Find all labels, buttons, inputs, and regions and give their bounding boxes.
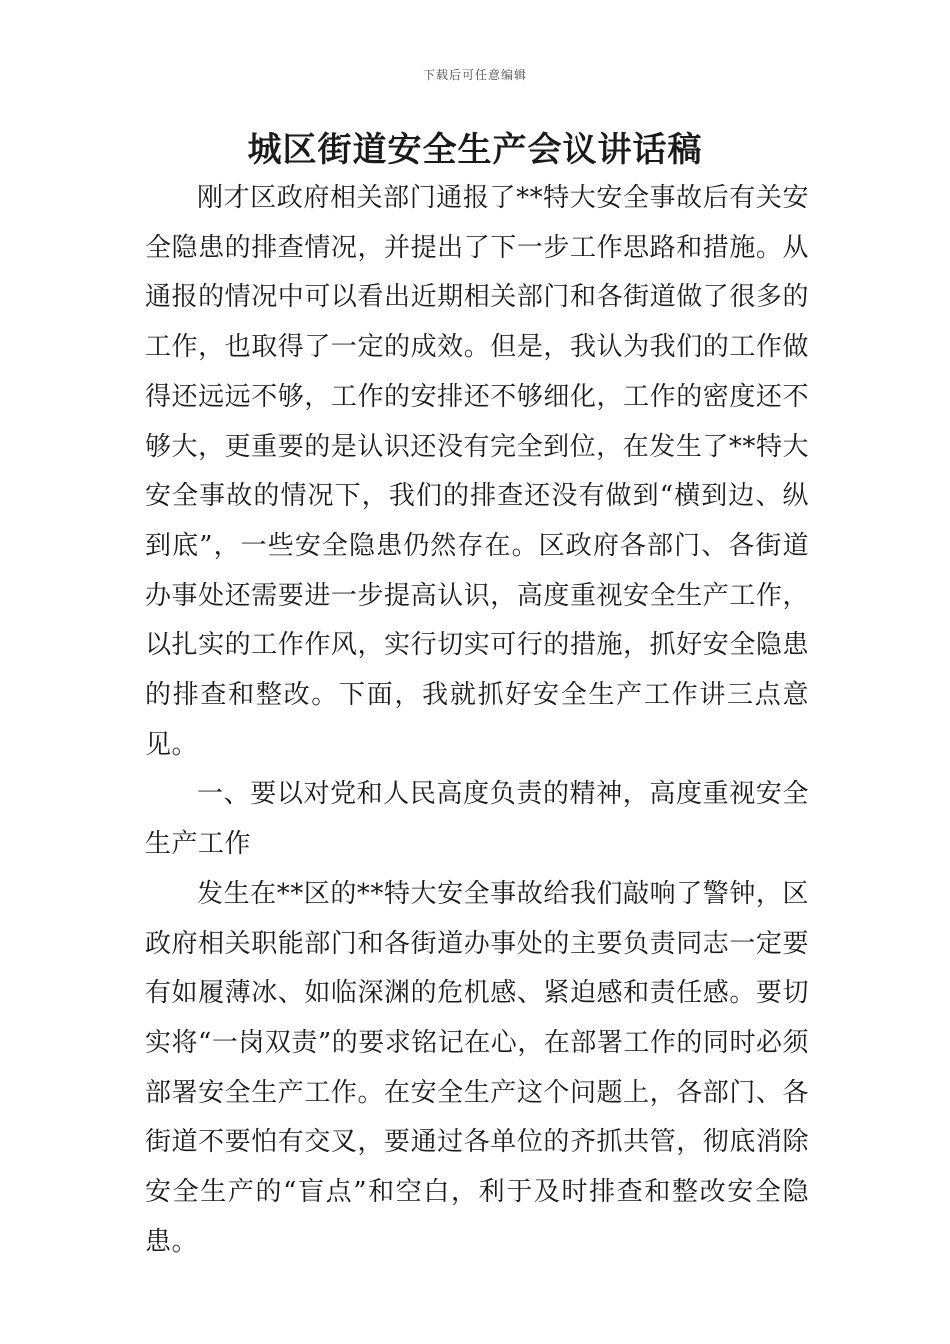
paragraph-section-1: 发生在**区的**特大安全事故给我们敲响了警钟，区政府相关职能部门和各街道办事处的主要负责同志一定要有如履薄冰、如临深渊的危机感、紧迫感和责任感。要切实将“一岗双责”的要求铭记在心，在部署工作的同时必须部署安全生产工作。在安全生产这个问题上，各部门、各街道不要怕有交叉，要通过各单位的齐抓共管，彻底消除安全生产的“盲点”和空白，利于及时排查和整改安全隐患。 <box>145 878 809 1257</box>
paragraph-intro: 刚才区政府相关部门通报了**特大安全事故后有关安全隐患的排查情况，并提出了下一步工作思路和措施。从通报的情况中可以看出近期相关部门和各街道做了很多的工作，也取得了一定的成效。但是，我认为我们的工作做得还远远不够，工作的安排还不够细化，工作的密度还不够大，更重要的是认识还没有完全到位，在发生了**特大安全事故的情况下，我们的排查还没有做到“横到边、纵到底”，一些安全隐患仍然存在。区政府各部门、各街道办事处还需要进一步提高认识，高度重视安全生产工作，以扎实的工作作风，实行切实可行的措施，抓好安全隐患的排查和整改。下面，我就抓好安全生产工作讲三点意见。 <box>145 183 809 760</box>
document-body <box>145 174 809 1267</box>
header-note: 下载后可任意编辑 <box>422 68 527 82</box>
section-heading-1: 一、要以对党和人民高度负责的精神，高度重视安全生产工作 <box>145 779 809 860</box>
document-title: 城区街道安全生产会议讲话稿 <box>247 130 703 170</box>
